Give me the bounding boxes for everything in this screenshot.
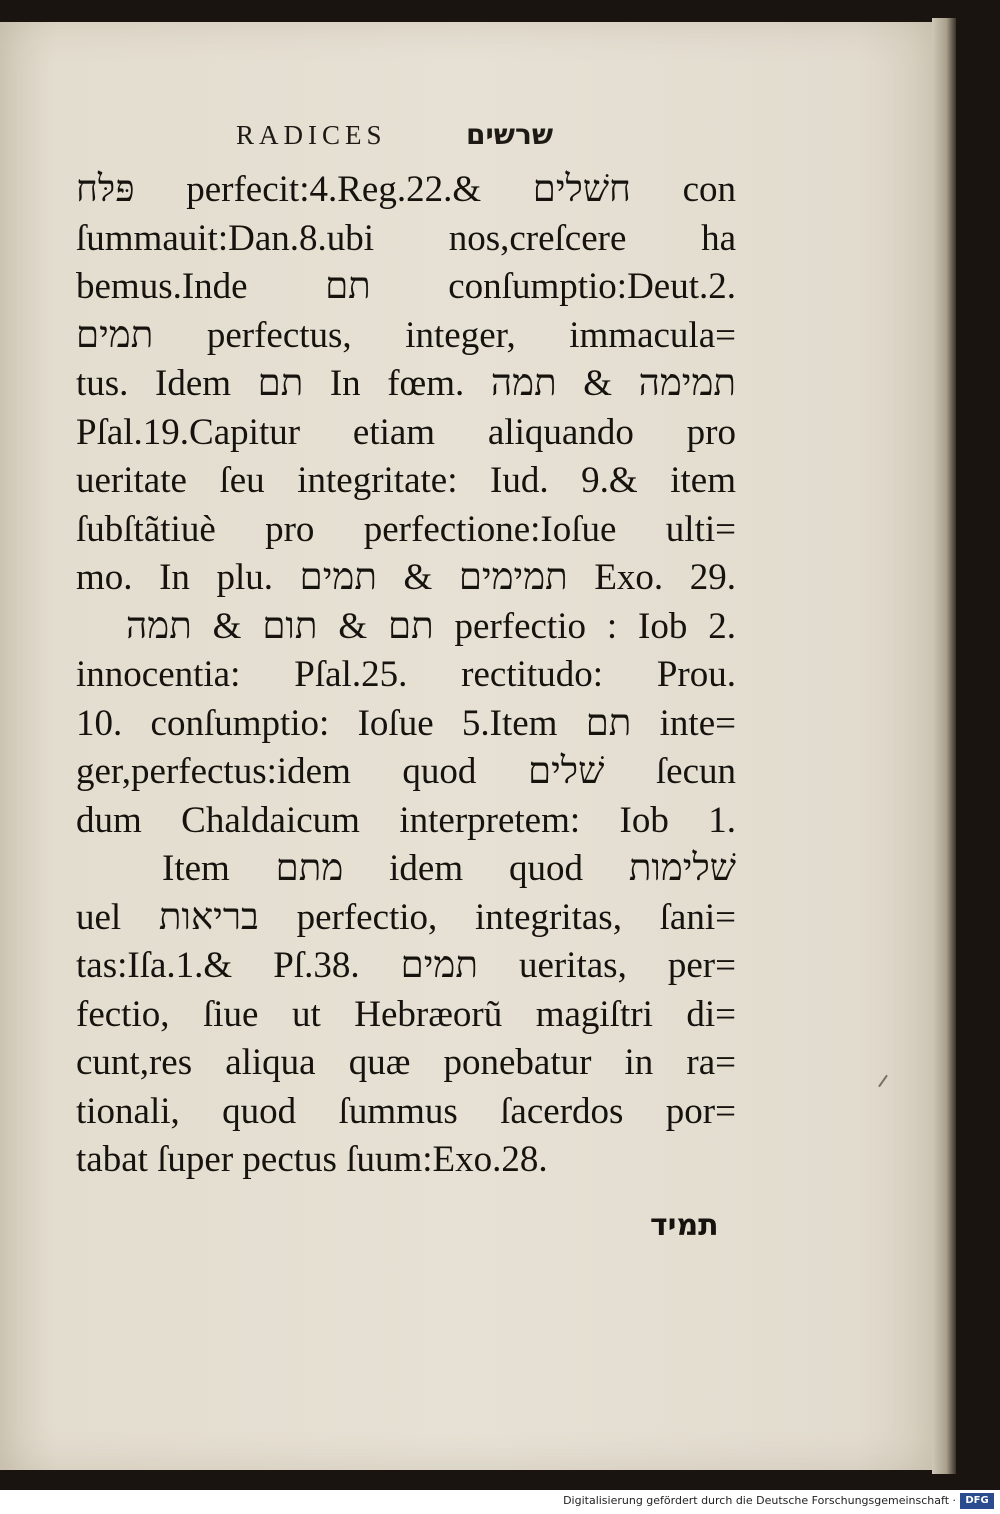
text-line: תמים perfectus, integer, immacula=: [76, 314, 736, 356]
text-line: dum Chaldaicum interpretem: Iob 1.: [76, 799, 736, 841]
running-head-latin: RADICES: [236, 120, 387, 150]
text-line: mo. In plu. תמימים & תמים Exo. 29.: [76, 557, 736, 598]
text-line: ſubſtãtiuè pro perfectione:Ioſue ulti=: [76, 508, 736, 550]
text-line: פּלּח perfecit:4.Reg.22.& חשׁלים con: [76, 169, 736, 210]
page-edge: [932, 18, 956, 1474]
text-line: ſummauit:Dan.8.ubi nos,creſcere ha: [76, 217, 736, 259]
catchword: תמיד: [650, 1208, 719, 1243]
text-line: fectio, ſiue ut Hebræorũ magiſtri di=: [76, 993, 736, 1035]
text-line: Item מתם idem quod שׁלימות: [162, 848, 736, 889]
text-line: tas:Iſa.1.& Pſ.38. תמים ueritas, per=: [76, 945, 736, 986]
footer-credit: Digitalisierung gefördert durch die Deutsche Forschungsgemeinschaft ·: [563, 1494, 956, 1507]
text-line: Pſal.19.Capitur etiam aliquando pro: [76, 411, 736, 453]
text-line: tionali, quod ſummus ſacerdos por=: [76, 1090, 736, 1132]
text-line: 10. conſumptio: Ioſue 5.Item תם inte=: [76, 702, 736, 744]
page-header: [0, 120, 932, 160]
digitization-footer: [0, 1490, 1000, 1514]
text-line: ueritate ſeu integritate: Iud. 9.& item: [76, 460, 736, 501]
dfg-logo: DFG: [960, 1493, 994, 1509]
text-line: uel בריאות perfectio, integritas, ſani=: [76, 896, 736, 938]
text-line: ger,perfectus:idem quod שׁלים ſecun: [76, 751, 736, 792]
running-head-hebrew: שרשים: [466, 118, 554, 151]
body-text: [76, 166, 736, 1185]
text-line: bemus.Inde תם conſumptio:Deut.2.: [76, 266, 736, 307]
text-line: תם & תום & תמה perfectio : Iob 2.: [126, 605, 736, 647]
text-line: tabat ſuper pectus ſuum:Exo.28.: [76, 1139, 548, 1180]
text-line: innocentia: Pſal.25. rectitudo: Prou.: [76, 654, 736, 695]
text-line: cunt,res aliqua quæ ponebatur in ra=: [76, 1042, 736, 1083]
text-line: tus. Idem תם In fœm. תמימה & תמה: [76, 363, 736, 404]
